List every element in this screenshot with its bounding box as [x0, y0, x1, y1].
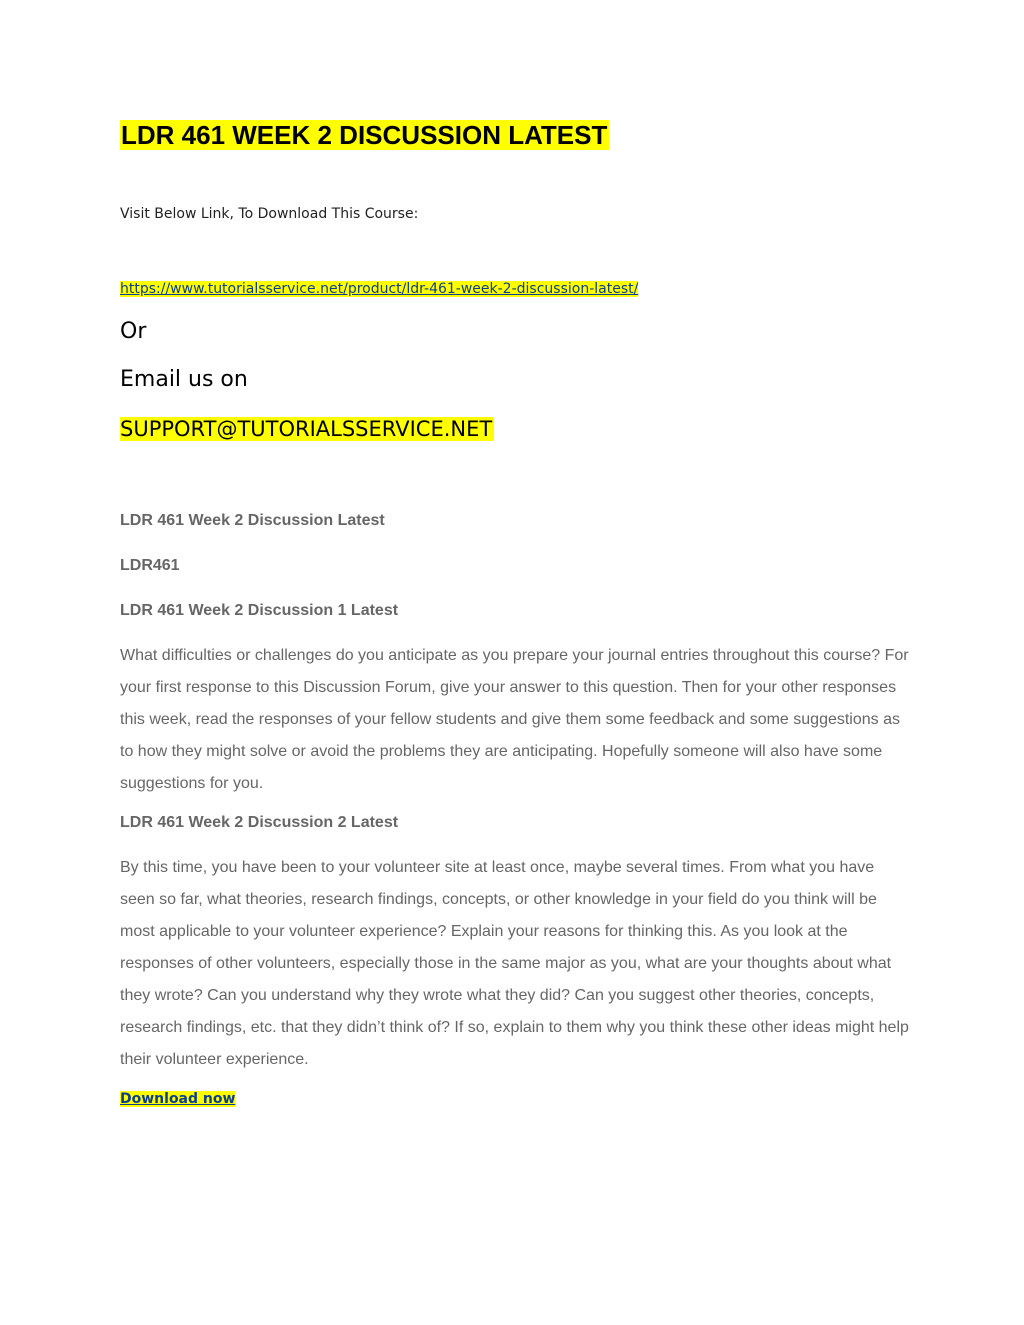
email-label: Email us on: [120, 367, 248, 392]
or-text: Or: [120, 319, 147, 344]
support-email[interactable]: [120, 413, 494, 445]
content-heading-code: LDR461: [120, 557, 180, 574]
course-link-text[interactable]: https://www.tutorialsservice.net/product/ldr-461-week-2-discussion-latest/: [120, 281, 639, 297]
download-now-link[interactable]: [120, 1088, 235, 1110]
discussion-1-paragraph: What difficulties or challenges do you anticipate as you prepare your journal entries throughout this course? For your first response to this Discussion Forum, give your answer to this question. Then for your other responses this week, read the responses of your fellow students and give them some feedback and some suggestions as to how they might solve or avoid the problems they are anticipating. Hopefully someone will also have some suggestions for you.: [120, 647, 909, 792]
intro-text: Visit Below Link, To Download This Course:: [120, 206, 419, 222]
title-text: LDR 461 WEEK 2 DISCUSSION LATEST: [121, 120, 608, 150]
download-now-text[interactable]: Download now: [120, 1091, 236, 1107]
content-heading-discussion-1: LDR 461 Week 2 Discussion 1 Latest: [120, 602, 399, 619]
course-content: [120, 510, 910, 1088]
document-title: [120, 117, 609, 153]
course-link[interactable]: [120, 278, 638, 300]
content-heading-main: LDR 461 Week 2 Discussion Latest: [120, 512, 385, 529]
discussion-2-paragraph: By this time, you have been to your volunteer site at least once, maybe several times. From what you have seen so far, what theories, research findings, concepts, or other knowledge in your field do you think will be most applicable to your volunteer experience? Explain your reasons for thinking this. As you look at the responses of other volunteers, especially those in the same major as you, what are your thoughts about what they wrote? Can you understand why they wrote what they did? Can you suggest other theories, concepts, research findings, etc. that they didn’t think of? If so, explain to them why you think these other ideas might help their volunteer experience.: [120, 859, 909, 1068]
content-heading-discussion-2: LDR 461 Week 2 Discussion 2 Latest: [120, 814, 399, 831]
support-email-text[interactable]: SUPPORT@TUTORIALSSERVICE.NET: [120, 417, 493, 441]
